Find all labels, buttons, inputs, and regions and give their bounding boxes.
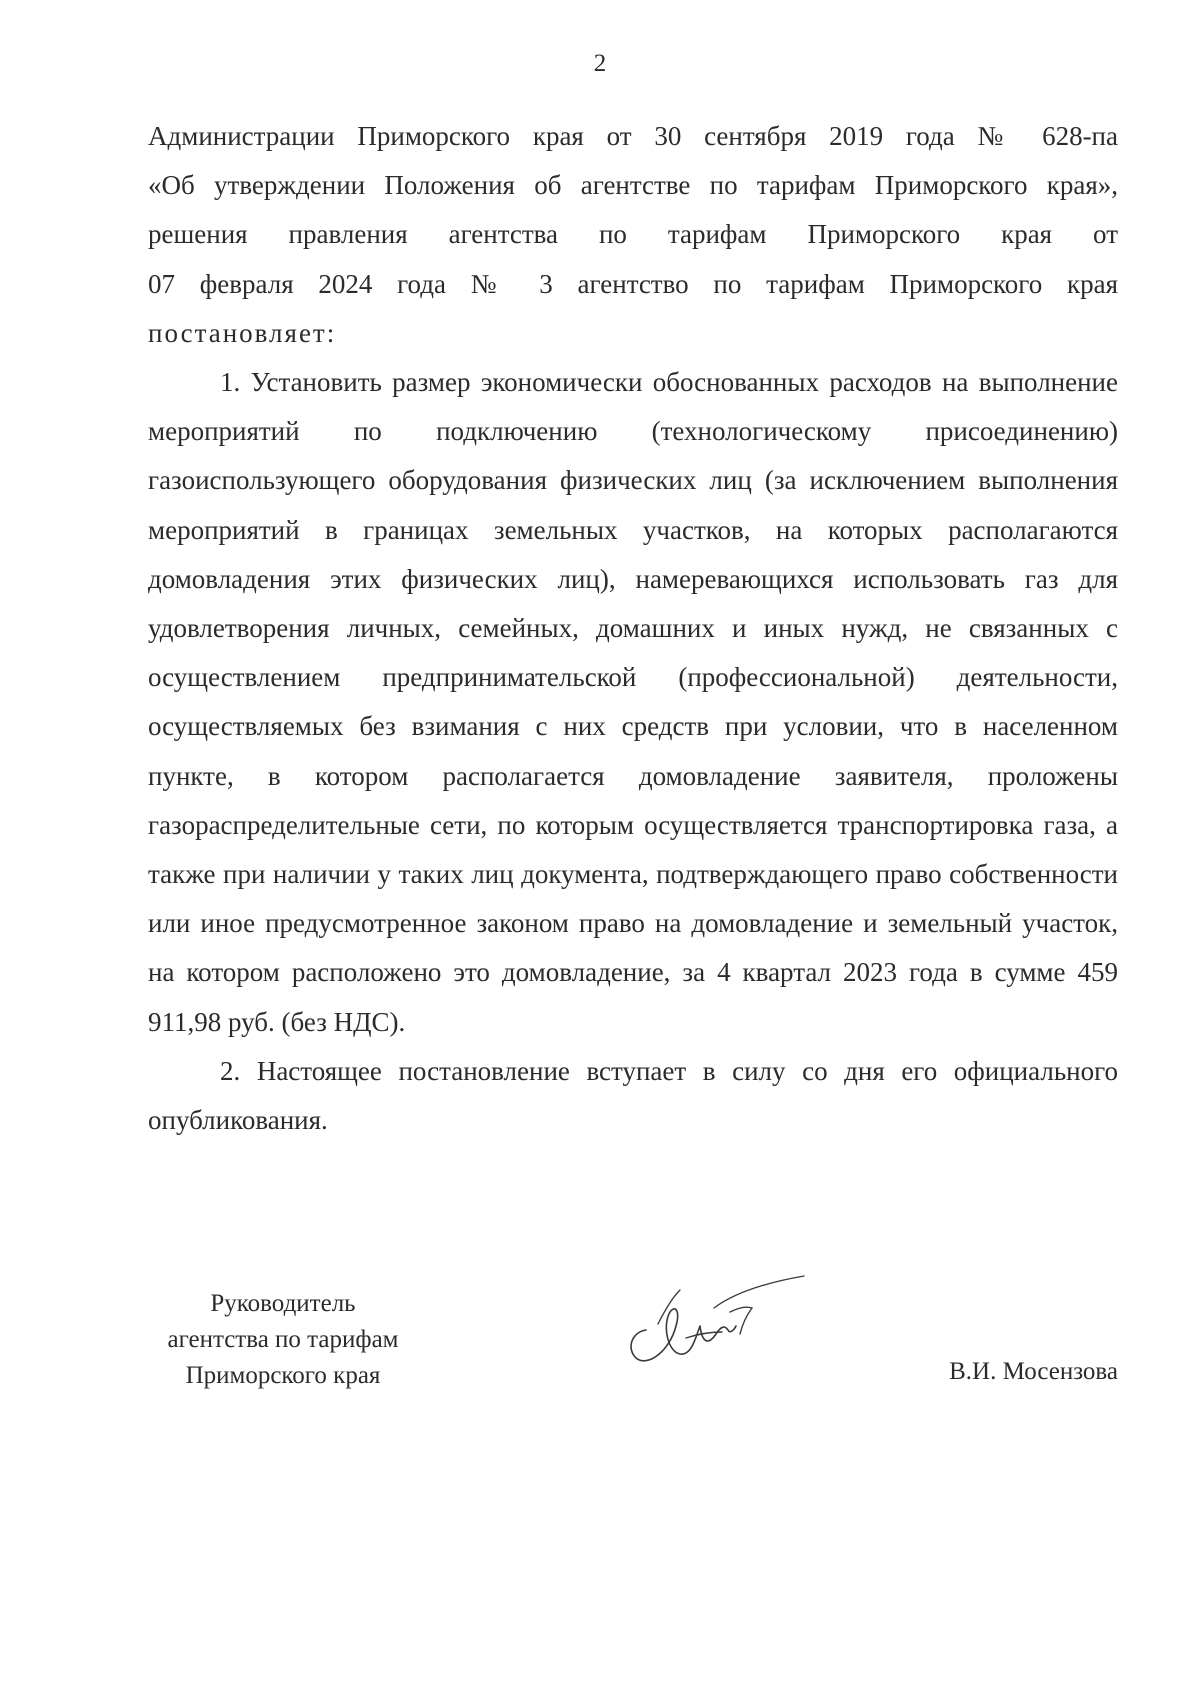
intro-line-1: Администрации Приморского края от 30 сентября 2019 года № 628-па	[148, 121, 1118, 151]
handwritten-signature	[618, 1268, 808, 1378]
intro-line-2: «Об утверждении Положения об агентстве по тарифам Приморского края»,	[148, 170, 1118, 201]
item-2-paragraph: 2. Настоящее постановление вступает в силу со дня его официального опубликования.	[148, 1055, 1118, 1136]
intro-line-3: решения правления агентства по тарифам Приморского края от	[148, 219, 1118, 250]
page-number: 2	[593, 50, 607, 77]
signatory-name: В.И. Мосензова	[949, 1358, 1118, 1385]
signature-block	[148, 1286, 1118, 1426]
signatory-position-line-1: Руководитель	[210, 1290, 356, 1317]
item-1-paragraph: 1. Установить размер экономически обоснованных расходов на выполнение мероприятий по подключению (технологическому присоединению) газоиспользующего оборудования физических лиц (за исключением выполнения мероприятий в границах земельных участков, на которых располагаются домовладения этих физических лиц), намеревающихся использовать газ для удовлетворения личных, семейных, домашних и иных нужд, не связанных с осуществлением предпринимательской (профессиональной) деятельности, осуществляемых без взимания с них средств при условии, что в населенном пункте, в котором располагается домовладение заявителя, проложены газораспределительные сети, по которым осуществляется транспортировка газа, а также при наличии у таких лиц документа, подтверждающего право собственности или иное предусмотренное законом право на домовладение и земельный участок, на котором расположено это домовладение, за 4 квартал 2023 года в сумме 459 911,98 руб. (без НДС).	[148, 367, 1118, 1037]
signatory-position-line-2: агентства по тарифам	[167, 1326, 399, 1353]
intro-line-4: 07 февраля 2024 года № 3 агентство по тарифам Приморского края	[148, 268, 1118, 299]
resolves-word: постановляет:	[148, 317, 337, 348]
intro-paragraph	[148, 112, 1118, 358]
signatory-position	[148, 1286, 418, 1394]
signatory-position-line-3: Приморского края	[185, 1362, 381, 1389]
document-body	[148, 112, 1118, 1145]
